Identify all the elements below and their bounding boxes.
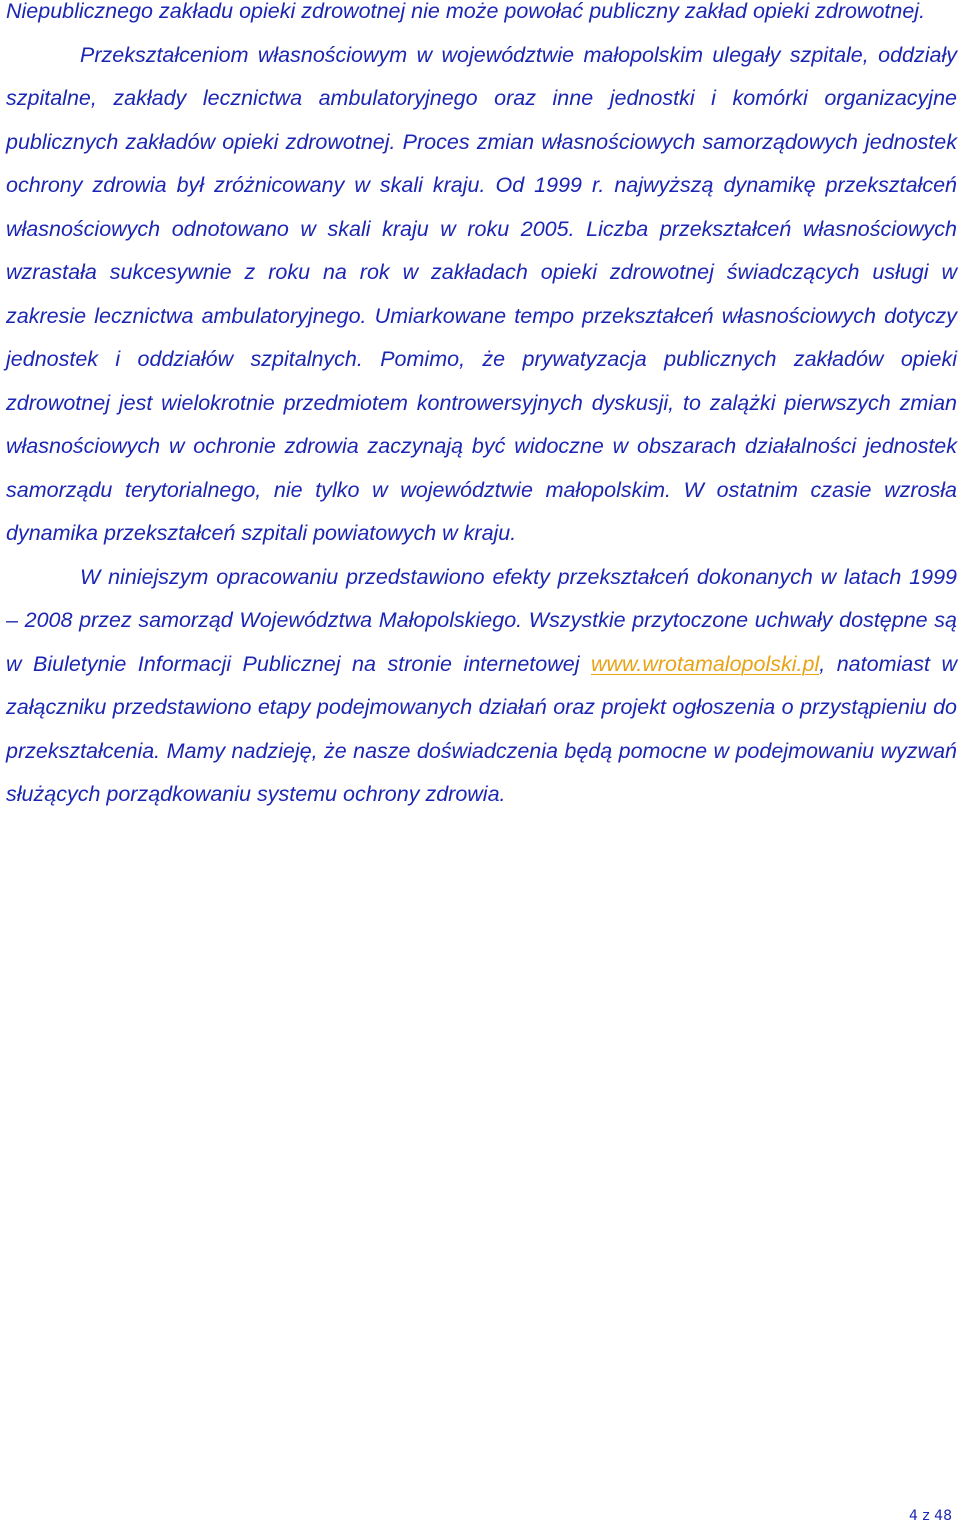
- summary-text-before-link: W niniejszym opracowaniu przedstawiono efekty przekształceń dokonanych w latach 1999 – 2008 przez samorząd Województwa Małopolskiego. Wszystkie przytoczone uchwały dostępne są w Biuletynie Informacji Publicznej na stronie internetowej: [6, 564, 957, 676]
- page-number: 4 z 48: [909, 1508, 952, 1524]
- paragraph-continuation: Niepublicznego zakładu opieki zdrowotnej nie może powołać publiczny zakład opieki zdrowotnej.: [6, 0, 926, 23]
- paragraph-summary: [6, 556, 957, 817]
- paragraph-transformations: Przekształceniom własnościowym w województwie małopolskim ulegały szpitale, oddziały szpitalne, zakłady lecznictwa ambulatoryjnego oraz inne jednostki i komórki organizacyjne publicznych zakładów opieki zdrowotnej. Proces zmian własnościowych samorządowych jednostek ochrony zdrowia był zróżnicowany w skali kraju. Od 1999 r. najwyższą dynamikę przekształceń własnościowych odnotowano w skali kraju w roku 2005. Liczba przekształceń własnościowych wzrastała sukcesywnie z roku na rok w zakładach opieki zdrowotnej świadczących usługi w zakresie lecznictwa ambulatoryjnego. Umiarkowane tempo przekształceń własnościowych dotyczy jednostek i oddziałów szpitalnych. Pomimo, że prywatyzacja publicznych zakładów opieki zdrowotnej jest wielokrotnie przedmiotem kontrowersyjnych dyskusji, to zalążki pierwszych zmian własnościowych w ochronie zdrowia zaczynają być widoczne w obszarach działalności jednostek samorządu terytorialnego, nie tylko w województwie małopolskim. W ostatnim czasie wzrosła dynamika przekształceń szpitali powiatowych w kraju.: [6, 42, 957, 545]
- wrotamalopolski-link[interactable]: www.wrotamalopolski.pl: [591, 651, 820, 676]
- document-page: [6, 0, 957, 817]
- summary-text-after-link: , natomiast w załączniku przedstawiono etapy podejmowanych działań oraz projekt ogłoszenia o przystąpieniu do przekształcenia. Mamy nadzieję, że nasze doświadczenia będą pomocne w podejmowaniu wyzwań służących porządkowaniu systemu ochrony zdrowia.: [6, 651, 957, 806]
